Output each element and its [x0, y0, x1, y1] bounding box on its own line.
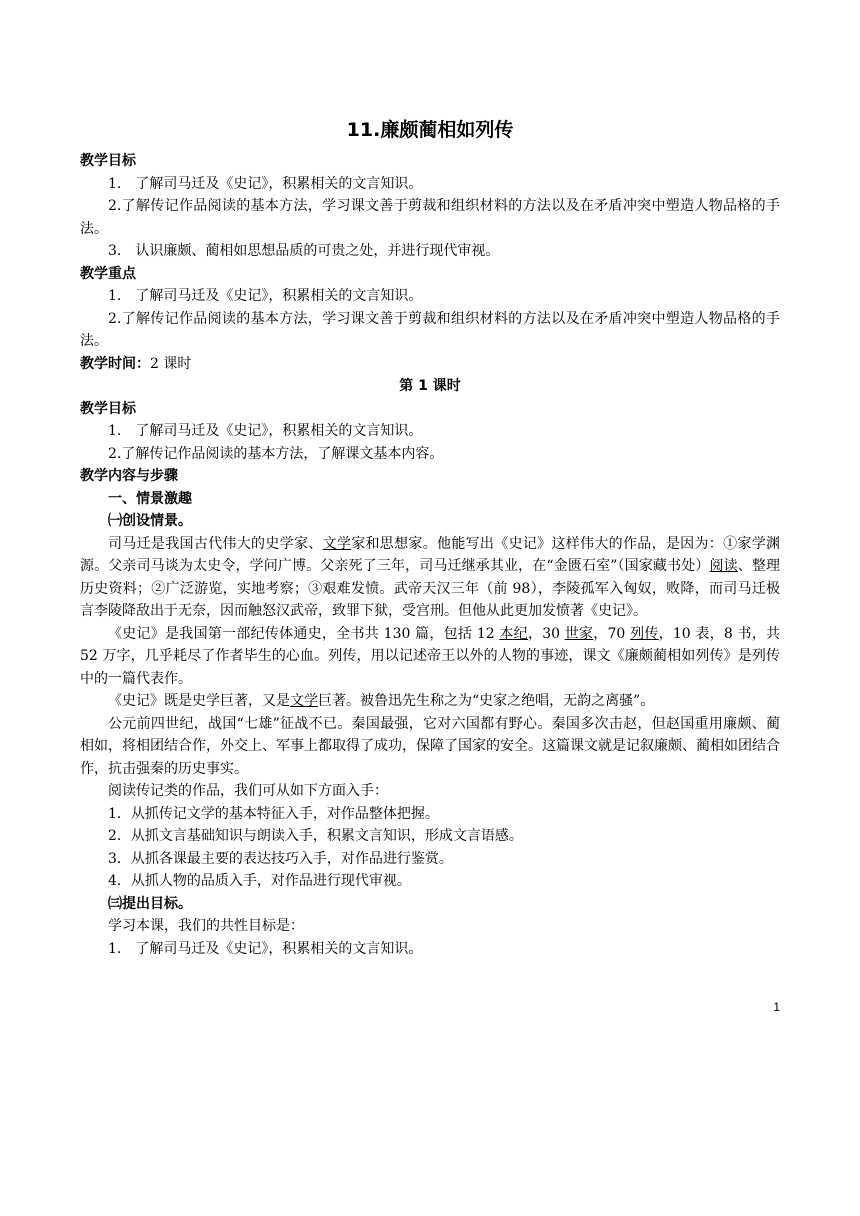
paragraph-warring-states: 公元前四世纪，战国“七雄”征战不已。秦国最强，它对六国都有野心。秦国多次击赵，但赵国重用廉颇、蔺相如，将相团结合作，外交上、军事上都取得了成功，保障了国家的安全。这篇课文就是记叙廉颇、蔺相如团结合作，抗击强秦的历史事实。 — [80, 715, 780, 777]
goal-item-2: 2.了解传记作品阅读的基本方法，学习课文善于剪裁和组织材料的方法以及在矛盾冲突中塑造人物品格的手法。 — [80, 198, 780, 237]
underlined-link: 阅读 — [709, 558, 738, 574]
goal-item-3: 3. 认识廉颇、蔺相如思想品质的可贵之处，并进行现代审视。 — [108, 243, 500, 259]
steps-heading: 教学内容与步骤 — [80, 468, 178, 484]
common-goal-1: 1. 了解司马迁及《史记》，积累相关的文言知识。 — [108, 940, 423, 957]
sub-heading-1: ㈠创设情景。 — [108, 513, 192, 529]
teaching-time-label: 教学时间： — [80, 355, 150, 372]
text-span: 《史记》是我国第一部纪传体通史，全书共 130 篇，包括 12 — [108, 625, 500, 642]
method-item-4: 4．从抓人物的品质入手，对作品进行现代审视。 — [108, 873, 411, 889]
lesson-heading: 第 1 课时 — [399, 378, 461, 394]
paragraph-reading-intro: 阅读传记类的作品，我们可从如下方面入手： — [108, 783, 388, 799]
section-heading-focus: 教学重点 — [80, 265, 136, 282]
focus-item-1: 1. 了解司马迁及《史记》，积累相关的文言知识。 — [108, 288, 423, 304]
underlined-link: 文学 — [290, 693, 318, 709]
page-title: 11.廉颇蔺相如列传 — [346, 119, 514, 141]
lesson-goal-heading: 教学目标 — [80, 400, 136, 417]
section-heading-goals: 教学目标 — [80, 153, 136, 169]
lesson-goal-1: 1. 了解司马迁及《史记》，积累相关的文言知识。 — [108, 423, 423, 439]
text-span: ，10 表，8 书，共 52 万字，几乎耗尽了作者毕生的心血。列传，用以记述帝王以外的人物的事迹，课文《廉颇蔺相如列传》是列传中的一篇代表作。 — [80, 625, 781, 687]
method-item-3: 3．从抓各课最主要的表达技巧入手，对作品进行鉴赏。 — [108, 850, 453, 867]
focus-item-2: 2.了解传记作品阅读的基本方法，学习课文善于剪裁和组织材料的方法以及在矛盾冲突中塑造人物品格的手法。 — [80, 310, 780, 349]
sub-heading-2: ㈢提出目标。 — [108, 895, 192, 912]
underlined-link: 本纪 — [499, 625, 528, 642]
text-span: ，30 — [527, 625, 565, 642]
text-span: 、整理历史资料；②广泛游览，实地考察；③艰难发愤。武帝天汉三年（前 98），李陵孤军入匈奴，败降，而司马迁极言李陵降敌出于无奈，因而触怒汉武帝，致罪下狱，受宫刑。但他从此更加发愤著《史记》。 — [80, 558, 781, 619]
underlined-link: 列传 — [630, 625, 659, 642]
method-item-1: 1．从抓传记文学的基本特征入手，对作品整体把握。 — [108, 805, 439, 822]
paragraph-shiji — [80, 623, 780, 691]
underlined-link: 文学 — [322, 535, 352, 552]
paragraph-shiji-praise — [80, 690, 780, 713]
paragraph-common-goals: 学习本课，我们的共性目标是： — [108, 918, 304, 934]
text-span: 司马迁是我国古代伟大的史学家、 — [108, 535, 323, 552]
text-span: 巨著。被鲁迅先生称之为“史家之绝唱，无韵之离骚”。 — [318, 693, 655, 709]
lesson-goal-2: 2.了解传记作品阅读的基本方法，了解课文基本内容。 — [108, 445, 444, 462]
method-item-2: 2．从抓文言基础知识与朗读入手，积累文言知识，形成文言语感。 — [108, 828, 523, 844]
teaching-time-value: 2 课时 — [150, 355, 192, 372]
underlined-link: 世家 — [564, 625, 594, 642]
page-number: 1 — [773, 1000, 780, 1014]
goal-item-1: 1. 了解司马迁及《史记》，积累相关的文言知识。 — [108, 175, 423, 192]
part-heading-1: 一、情景激趣 — [108, 490, 192, 507]
teaching-time — [80, 353, 780, 376]
text-span: ，70 — [593, 625, 631, 642]
document-body — [80, 150, 780, 960]
paragraph-sima-qian — [80, 533, 780, 623]
text-span: 家和思想家。他能写出《史记》这样伟大的作品，是因为：①家学渊源。父亲司马谈为太史令，学问广博。父亲死了三年，司马迁继承其业，在“金匮石室”（国家藏书处） — [80, 535, 781, 574]
text-span: 《史记》既是史学巨著，又是 — [108, 693, 290, 709]
